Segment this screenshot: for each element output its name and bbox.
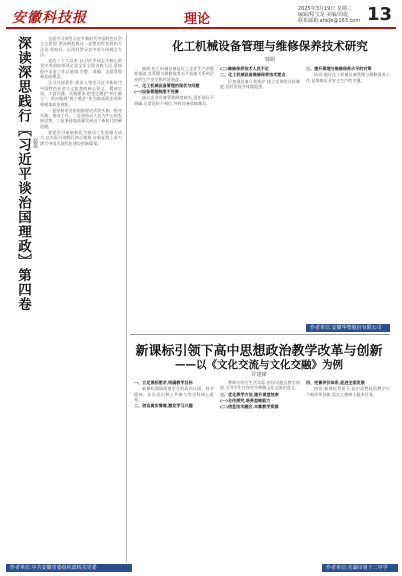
subheading: (二)维修保养技术人员不足 [220, 66, 269, 71]
article2-col-1 [134, 380, 214, 560]
paragraph: 教师应结合生活实际,创设议题式教学情境,引导学生在探究中理解文化交流的意义。 [220, 380, 300, 391]
subheading: 一、立足课标要求,明确教学目标 [134, 380, 193, 385]
article1-col-2 [220, 66, 300, 332]
abstract: 摘要:化工机械设备是化工企业生产的重要基础,其管理与维修保养水平直接关系到企业的生产安全和经济效益。 [134, 66, 214, 82]
paragraph: 一是坚持用党的创新理论武装头脑、指导实践、推动工作。二是坚持以人民为中心的发展思想。三是坚持高质量发展这个新时代的硬道理。 [40, 107, 122, 129]
article2-col-3 [306, 380, 390, 560]
subheading: (一)设备管理制度不完善 [134, 89, 179, 95]
left-article-author: 赵晟 [32, 138, 38, 148]
subheading: 三、优化教学方法,提升课堂效率 [220, 391, 279, 397]
article1-footer: 作者单位:安徽华塑股份有限公司 [306, 324, 390, 332]
paragraph: 全面学习领会习近平新时代中国特色社会主义思想,要深刻把握这一思想的世界观和方法论,坚持好、运用好贯穿其中的立场观点方法。 [40, 36, 122, 57]
subheading: 一、化工机械设备管理的现状与问题 [134, 82, 200, 88]
paragraph: 学习这部著作,要深入领会习近平新时代中国特色社会主义思想的核心要义、精神实质、丰富内涵、实践要求,把坚定拥护“两个确立”、坚决做到“两个维护”作为最高政治原则和根本政治规矩。 [40, 80, 122, 107]
subheading: 二、创设真实情境,激发学习兴趣 [134, 403, 193, 409]
paragraph: 结语:新课标背景下,高中思想政治教学应不断改革创新,落实立德树人根本任务。 [306, 386, 390, 397]
editor-line: 编辑/程宝龙 美编/周旋 [298, 12, 348, 18]
column-divider [126, 34, 127, 562]
masthead [6, 4, 396, 26]
article2-title: 新课标引领下高中思想政治教学改革与创新 [135, 344, 383, 359]
paragraph: 要把学习成果转化为推动工作的强大动力,以实际行动践行初心使命,在新征程上奋力谱写中国式现代化建设的新篇章。 [40, 130, 122, 146]
paragraph: 党的二十大以来,以习近平同志为核心的党中央团结带领全党全军全国各族人民,坚持稳中求进工作总基调,完整、准确、全面贯彻新发展理念。 [40, 58, 122, 80]
newspaper-logo: 安徽科技报 [12, 10, 87, 26]
article2-author: 许建锋 [251, 372, 267, 378]
article2-subtitle: ——以《文化交流与文化交融》为例 [175, 359, 343, 371]
paragraph: 部分企业设备管理制度缺失,责任划分不明确,日常巡检不到位,导致设备故障频发。 [134, 95, 214, 106]
subheading: 二、化工机械设备维修保养技术要点 [220, 72, 286, 78]
subheading: (二)信息技术融合,丰富教学资源 [220, 404, 279, 410]
paragraph: 应加强设备日常维护,建立完善的点检制度,及时发现并排除隐患。 [220, 78, 300, 89]
article1-title: 化工机械设备管理与维修保养技术研究 [172, 39, 368, 53]
subheading: (一)合作探究,培养思维能力 [220, 397, 271, 403]
subheading: 四、完善评价体系,促进全面发展 [306, 380, 365, 385]
email-line: 联系邮箱:ahkjb@163.com [298, 18, 361, 24]
article1-col-1 [134, 66, 214, 332]
article2-col-2 [220, 380, 300, 560]
page-number: 13 [366, 4, 392, 25]
subheading: 三、提升管理与维修保养水平的对策 [306, 66, 372, 71]
article1-author: 韩娟 [264, 57, 275, 63]
left-article-footer: 作者单位:中共安徽省委组织部机关党委 [6, 564, 132, 572]
masthead-info [298, 6, 370, 24]
left-article-body [40, 36, 122, 558]
article1-col-3 [306, 66, 390, 320]
masthead-divider [6, 27, 396, 29]
paragraph: 新课标强调培育学生的政治认同、科学精神、法治意识和公共参与等学科核心素养。 [134, 386, 214, 402]
section-title: 理论 [184, 12, 211, 27]
article2-footer: 作者单位:芜湖市第十二中学 [322, 564, 398, 572]
paragraph: 结语:做好化工机械设备管理与维修保养工作,是保障企业安全生产的关键。 [306, 72, 390, 83]
article-divider [130, 334, 390, 335]
left-article-headline: 深读深思践行〖习近平谈治国理政〗第四卷 [15, 36, 31, 312]
date-line: 2025年3月19日 星期三 [298, 6, 352, 12]
